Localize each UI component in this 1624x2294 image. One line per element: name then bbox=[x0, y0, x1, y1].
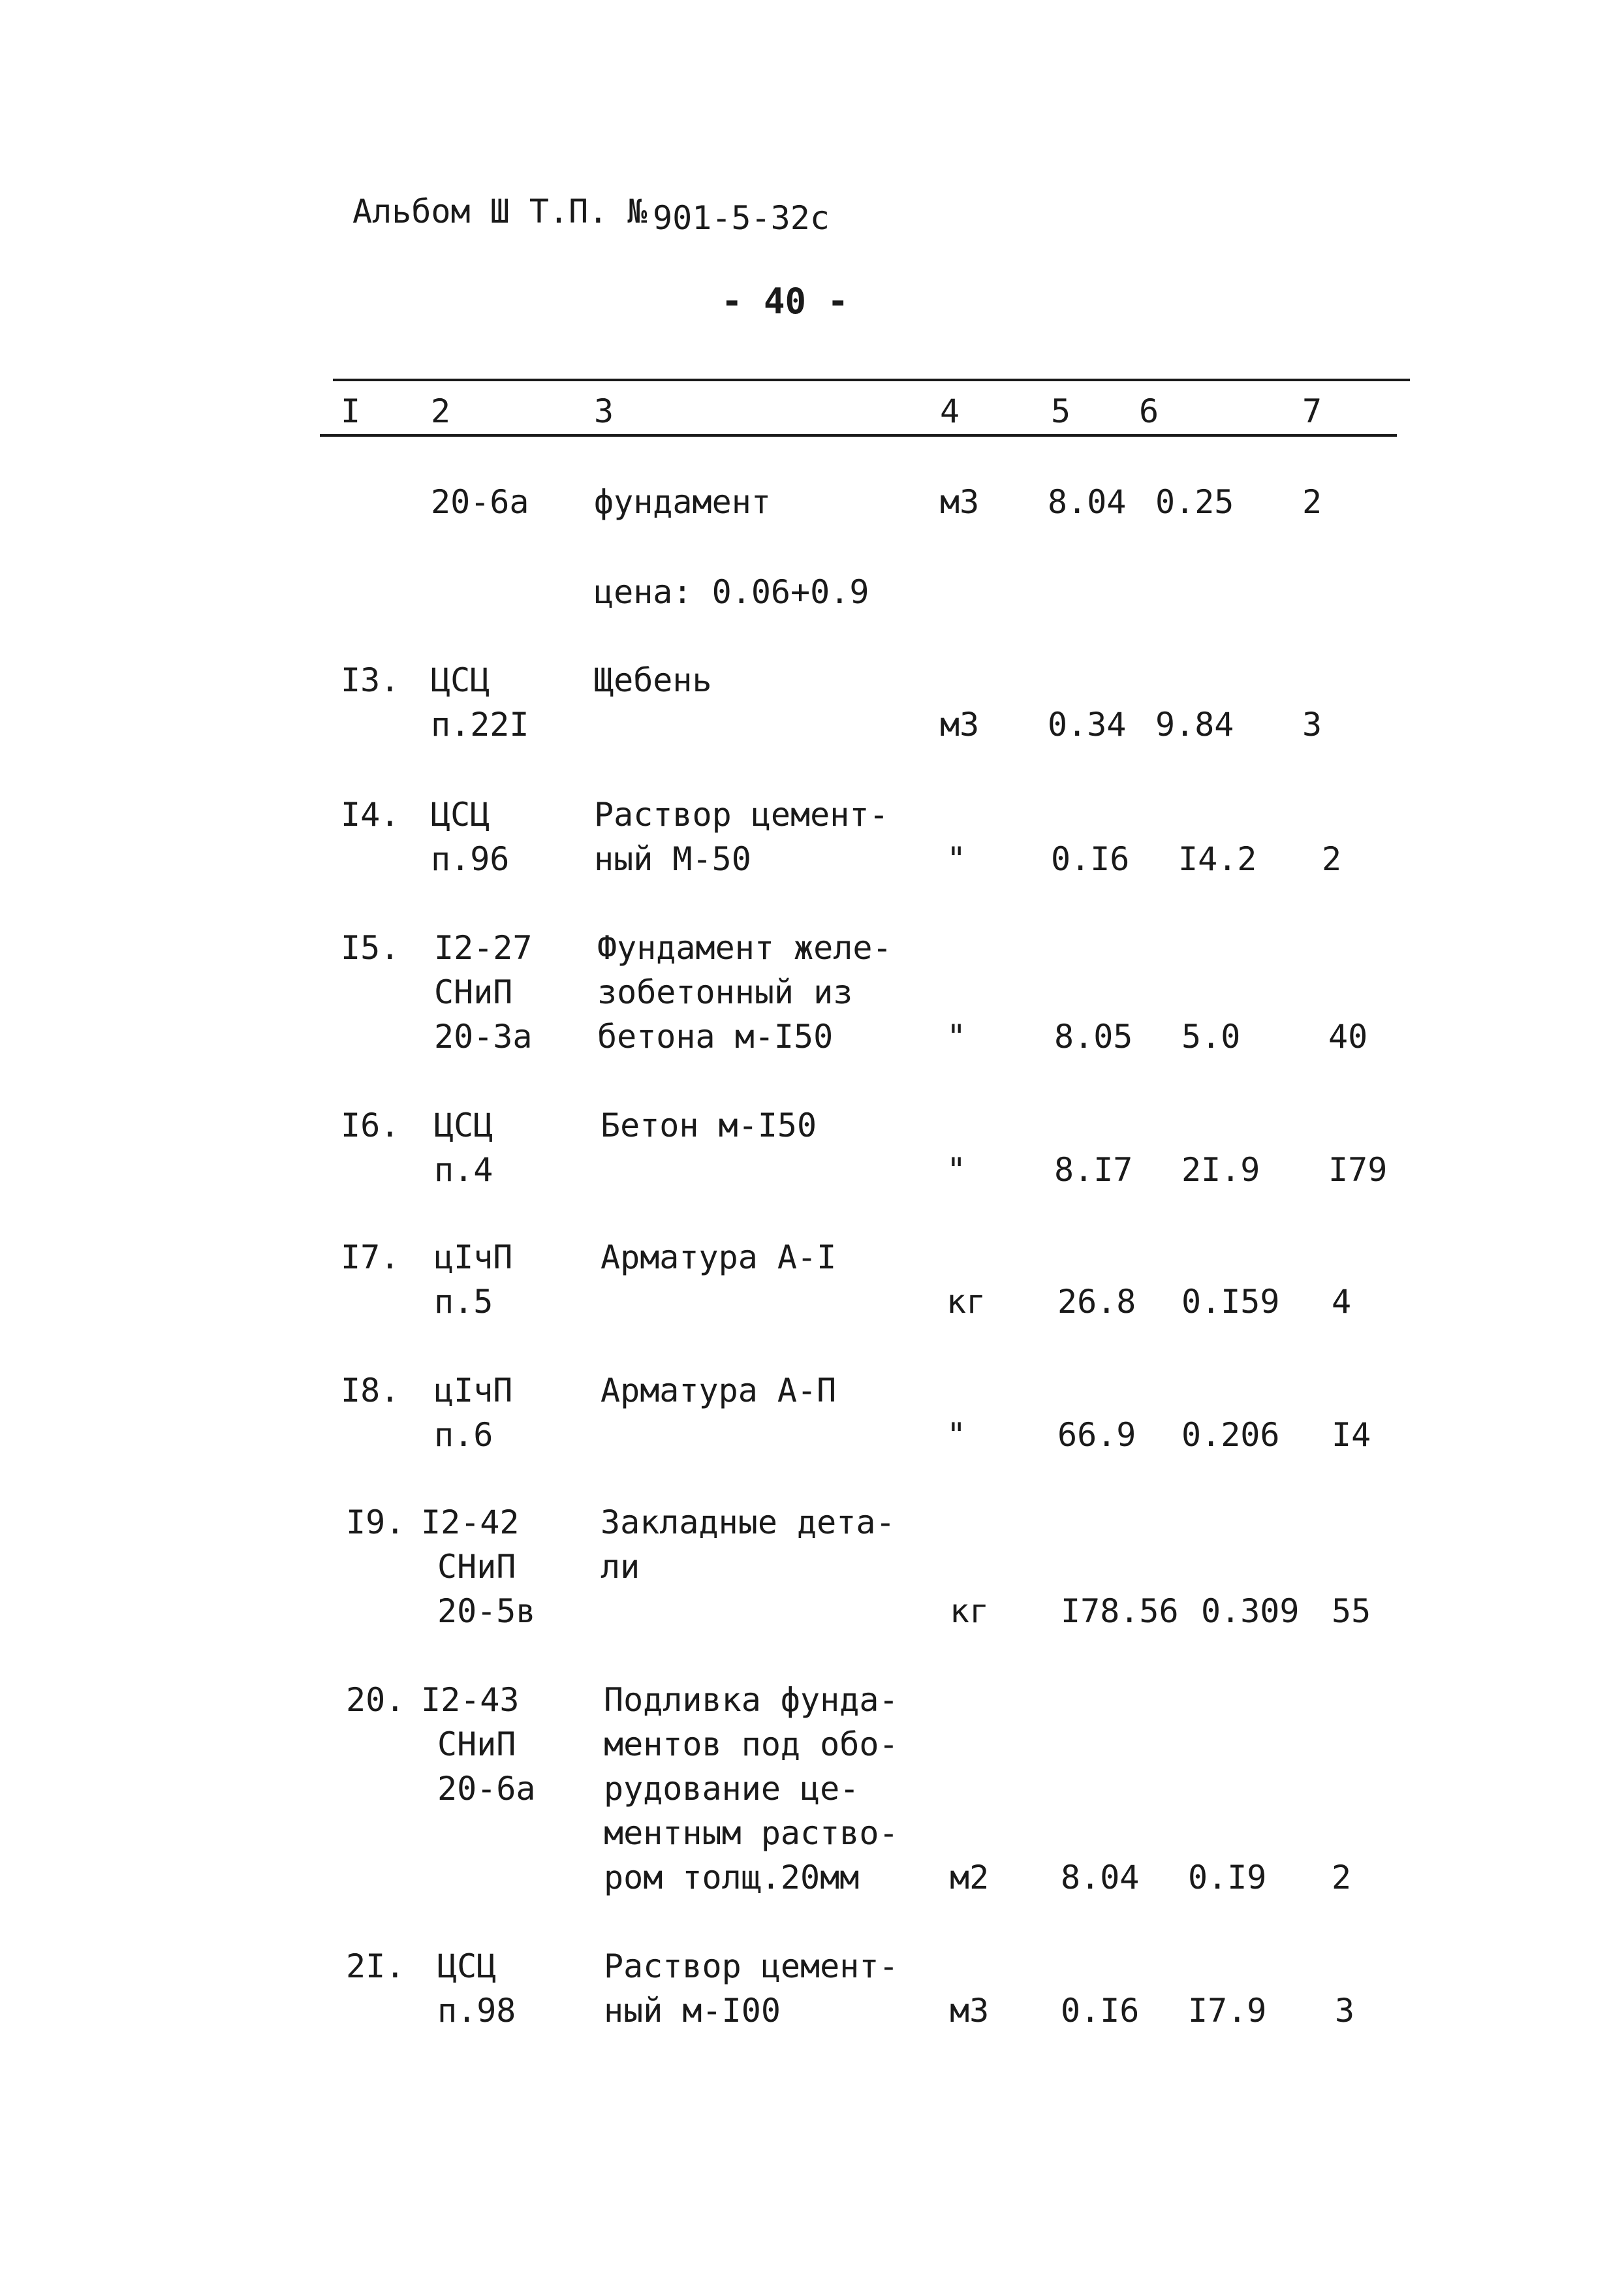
col-header-7: 7 bbox=[1302, 392, 1322, 430]
row-quantity: 0.I6 bbox=[1061, 1992, 1140, 2030]
row-quantity: 8.04 bbox=[1061, 1859, 1140, 1896]
row-description: Подливка фунда- bbox=[604, 1681, 899, 1719]
row-description: ментов под обо- bbox=[604, 1725, 899, 1763]
row-description: ментным раство- bbox=[604, 1814, 899, 1852]
row-ref: ЦСЦ bbox=[431, 661, 490, 699]
row-number: 2I. bbox=[346, 1947, 405, 1985]
page-number: - 40 - bbox=[721, 281, 849, 322]
row-description: Щебень bbox=[594, 661, 712, 699]
row-unit: м3 bbox=[940, 706, 980, 744]
row-number: I5. bbox=[341, 929, 400, 967]
col-header-5: 5 bbox=[1051, 392, 1071, 430]
row-description: Фундамент желе- bbox=[597, 929, 892, 967]
row-description: ный м-I00 bbox=[604, 1992, 781, 2030]
row-ref: п.22I bbox=[431, 706, 529, 744]
row-unit: " bbox=[946, 1151, 967, 1189]
row-number: I4. bbox=[341, 796, 400, 834]
row-total: 2 bbox=[1302, 483, 1322, 521]
row-ref: I2-42 bbox=[421, 1503, 520, 1541]
row-description: ный М-50 bbox=[594, 840, 751, 878]
row-total: 3 bbox=[1335, 1992, 1355, 2030]
row-description: Раствор цемент- bbox=[604, 1947, 899, 1985]
row-unit: " bbox=[946, 840, 967, 878]
row-number: 20. bbox=[346, 1681, 405, 1719]
row-description: фундамент bbox=[594, 483, 771, 521]
row-unit-price: 0.25 bbox=[1155, 483, 1234, 521]
row-total: 2 bbox=[1332, 1859, 1352, 1896]
col-header-4: 4 bbox=[940, 392, 960, 430]
row-unit: м3 bbox=[940, 483, 980, 521]
row-description: Арматура А-П bbox=[601, 1372, 837, 1409]
row-total: I4 bbox=[1332, 1416, 1371, 1454]
row-description: зобетонный из bbox=[597, 973, 853, 1011]
row-description: Раствор цемент- bbox=[594, 796, 889, 834]
row-description: Бетон м-I50 bbox=[601, 1107, 817, 1144]
col-header-1: I bbox=[341, 392, 361, 430]
row-total: 3 bbox=[1302, 706, 1322, 744]
row-quantity: 0.34 bbox=[1048, 706, 1127, 744]
row-quantity: 66.9 bbox=[1057, 1416, 1136, 1454]
col-header-6: 6 bbox=[1139, 392, 1159, 430]
row-ref: цIчП bbox=[434, 1372, 513, 1409]
row-ref: СНиП bbox=[437, 1725, 516, 1763]
row-unit: кг bbox=[950, 1592, 990, 1630]
row-ref: п.4 bbox=[434, 1151, 493, 1189]
row-number: I8. bbox=[341, 1372, 400, 1409]
row-number: I3. bbox=[341, 661, 400, 699]
row-unit-price: 0.206 bbox=[1181, 1416, 1280, 1454]
row-number: I7. bbox=[341, 1238, 400, 1276]
table-header-rule bbox=[320, 434, 1397, 437]
row-ref: 20-3а bbox=[434, 1018, 533, 1056]
row-ref: I2-27 bbox=[434, 929, 533, 967]
row-description: ли bbox=[601, 1548, 640, 1586]
row-total: 4 bbox=[1332, 1283, 1352, 1321]
row-number: I6. bbox=[341, 1107, 400, 1144]
row-quantity: 0.I6 bbox=[1051, 840, 1130, 878]
row-total: 40 bbox=[1328, 1018, 1368, 1056]
row-description: цена: 0.06+0.9 bbox=[594, 573, 869, 611]
row-ref: п.6 bbox=[434, 1416, 493, 1454]
row-unit: кг bbox=[946, 1283, 986, 1321]
row-ref: цIчП bbox=[434, 1238, 513, 1276]
row-quantity: 8.05 bbox=[1054, 1018, 1133, 1056]
album-label: Альбом Ш Т.П. № bbox=[352, 193, 648, 230]
row-ref: 20-5в bbox=[437, 1592, 536, 1630]
row-ref: СНиП bbox=[437, 1548, 516, 1586]
row-unit-price: 0.I59 bbox=[1181, 1283, 1280, 1321]
project-code: 901-5-32с bbox=[653, 199, 830, 237]
row-description: Арматура А-I bbox=[601, 1238, 837, 1276]
col-header-2: 2 bbox=[431, 392, 451, 430]
row-quantity: 8.I7 bbox=[1054, 1151, 1133, 1189]
row-unit: м2 bbox=[950, 1859, 990, 1896]
row-description: рудование це- bbox=[604, 1770, 860, 1808]
row-total: I79 bbox=[1328, 1151, 1388, 1189]
row-unit: " bbox=[946, 1018, 967, 1056]
row-description: бетона м-I50 bbox=[597, 1018, 834, 1056]
row-ref: 20-6а bbox=[437, 1770, 536, 1808]
row-ref: 20-6а bbox=[431, 483, 529, 521]
row-total: 55 bbox=[1332, 1592, 1371, 1630]
row-total: 2 bbox=[1322, 840, 1342, 878]
row-unit-price: I7.9 bbox=[1188, 1992, 1267, 2030]
row-quantity: I78.56 bbox=[1061, 1592, 1179, 1630]
row-unit-price: 5.0 bbox=[1181, 1018, 1241, 1056]
row-quantity: 8.04 bbox=[1048, 483, 1127, 521]
row-ref: п.5 bbox=[434, 1283, 493, 1321]
row-unit-price: 0.309 bbox=[1201, 1592, 1300, 1630]
table-top-rule bbox=[333, 379, 1410, 381]
row-ref: п.96 bbox=[431, 840, 510, 878]
col-header-3: 3 bbox=[594, 392, 614, 430]
row-unit-price: 0.I9 bbox=[1188, 1859, 1267, 1896]
row-description: Закладные дета- bbox=[601, 1503, 896, 1541]
row-ref: ЦСЦ bbox=[431, 796, 490, 834]
row-number: I9. bbox=[346, 1503, 405, 1541]
row-quantity: 26.8 bbox=[1057, 1283, 1136, 1321]
row-ref: ЦСЦ bbox=[434, 1107, 493, 1144]
row-unit-price: 9.84 bbox=[1155, 706, 1234, 744]
row-unit-price: 2I.9 bbox=[1181, 1151, 1260, 1189]
row-unit-price: I4.2 bbox=[1178, 840, 1257, 878]
row-unit: м3 bbox=[950, 1992, 990, 2030]
row-unit: " bbox=[946, 1416, 967, 1454]
row-ref: ЦСЦ bbox=[437, 1947, 497, 1985]
row-ref: I2-43 bbox=[421, 1681, 520, 1719]
row-description: ром толщ.20мм bbox=[604, 1859, 860, 1896]
row-ref: СНиП bbox=[434, 973, 513, 1011]
row-ref: п.98 bbox=[437, 1992, 516, 2030]
